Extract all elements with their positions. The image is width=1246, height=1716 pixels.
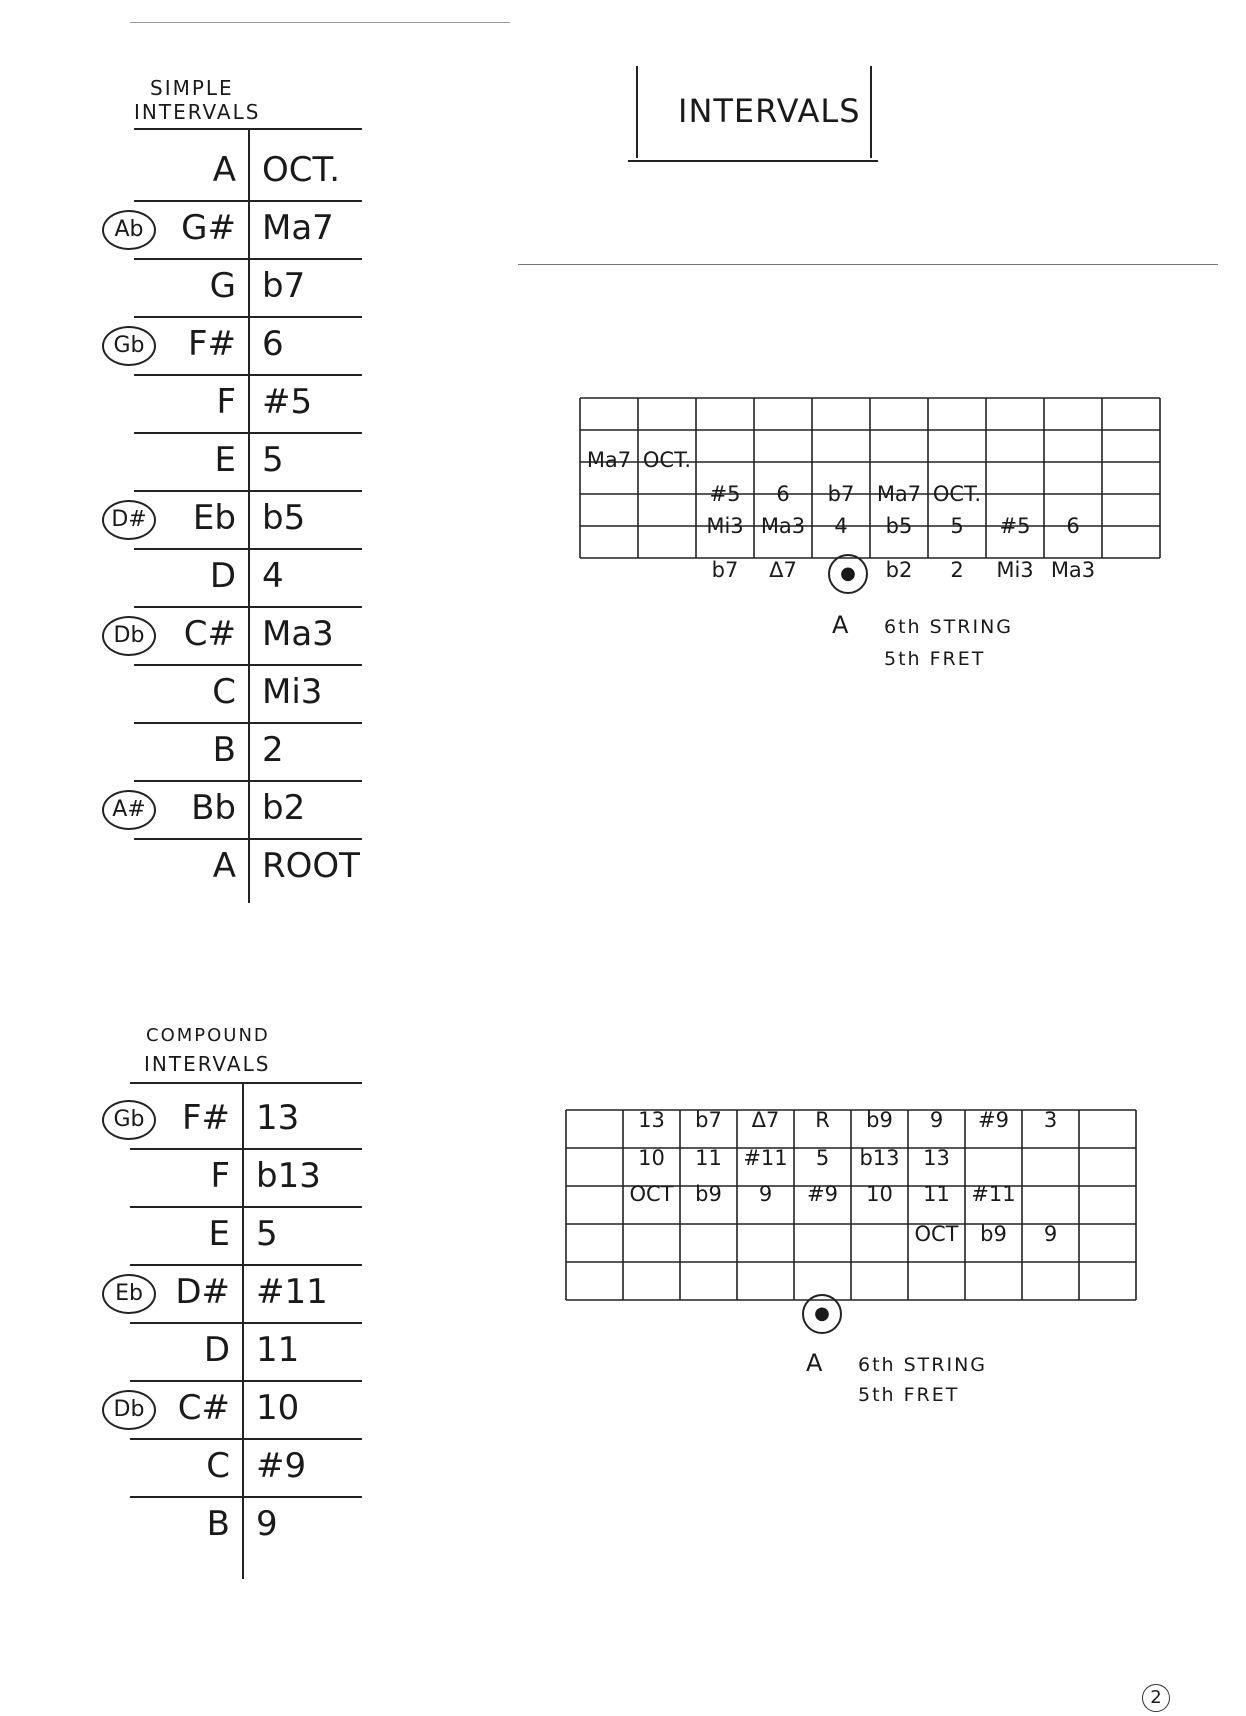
fretboard-1-fret-label: Mi3 bbox=[996, 558, 1034, 582]
compound-header-line1: COMPOUND bbox=[146, 1025, 270, 1046]
fretboard-1-fret-label: Mi3 bbox=[706, 514, 744, 538]
compound-note-name: C bbox=[206, 1446, 230, 1486]
fretboard-2-fret-label: b9 bbox=[980, 1222, 1007, 1246]
fretboard-2-fret-label: 10 bbox=[866, 1182, 893, 1206]
fretboard-2-fret-label: b13 bbox=[859, 1146, 900, 1170]
compound-note-name: E bbox=[208, 1214, 230, 1254]
simple-header-line1: SIMPLE bbox=[150, 76, 234, 100]
simple-interval-name: Mi3 bbox=[262, 672, 323, 712]
compound-row bbox=[100, 1440, 380, 1498]
fretboard-1-fret-label: 6 bbox=[776, 482, 790, 506]
compound-header-line2: INTERVALS bbox=[144, 1052, 271, 1076]
fretboard-2-fret-label: b9 bbox=[866, 1108, 893, 1132]
simple-enharmonic-label: Gb bbox=[102, 326, 156, 366]
title-box bbox=[636, 66, 872, 158]
simple-enharmonic-label: D# bbox=[102, 500, 156, 540]
simple-row bbox=[100, 782, 380, 840]
fretboard-1-root-label: A bbox=[832, 611, 851, 639]
fretboard-2-fret-label: 9 bbox=[758, 1182, 773, 1206]
simple-row bbox=[100, 376, 380, 434]
top-rule bbox=[130, 22, 510, 23]
fretboard-2-fret-label: b7 bbox=[695, 1108, 722, 1132]
compound-note-name: D# bbox=[175, 1272, 230, 1312]
fretboard-1-fret-label: Ma7 bbox=[586, 448, 632, 472]
simple-note-name: F bbox=[216, 382, 236, 422]
simple-row bbox=[100, 318, 380, 376]
fretboard-2-fret-label: 13 bbox=[638, 1108, 665, 1132]
simple-interval-name: 2 bbox=[262, 730, 284, 770]
fretboard-1-fret-label: 2 bbox=[950, 558, 964, 582]
simple-interval-name: 6 bbox=[262, 324, 284, 364]
compound-interval-name: #11 bbox=[256, 1272, 328, 1312]
section-rule bbox=[518, 264, 1218, 265]
simple-row bbox=[100, 202, 380, 260]
fretboard-1-fret-label: b5 bbox=[885, 514, 913, 538]
compound-row bbox=[100, 1150, 380, 1208]
compound-row bbox=[100, 1324, 380, 1382]
compound-interval-name: 9 bbox=[256, 1504, 278, 1544]
fretboard-1-fret-label: #5 bbox=[999, 514, 1031, 538]
compound-interval-name: 10 bbox=[256, 1388, 300, 1428]
compound-row bbox=[100, 1092, 380, 1150]
simple-row bbox=[100, 724, 380, 782]
simple-intervals-table bbox=[100, 70, 380, 910]
fretboard-2-caption-fret: 5th FRET bbox=[858, 1384, 960, 1406]
compound-row bbox=[100, 1382, 380, 1440]
fretboard-1-fret-label: 4 bbox=[834, 514, 848, 538]
fretboard-2-root-marker: ● bbox=[802, 1294, 842, 1334]
simple-note-name: A bbox=[212, 846, 236, 886]
fretboard-1-fret-label: b2 bbox=[885, 558, 913, 582]
fretboard-2-fret-label: 9 bbox=[1043, 1222, 1058, 1246]
compound-interval-name: b13 bbox=[256, 1156, 321, 1196]
simple-interval-name: 5 bbox=[262, 440, 284, 480]
compound-row bbox=[100, 1266, 380, 1324]
fretboard-2-fret-label: #9 bbox=[978, 1108, 1009, 1132]
simple-row bbox=[100, 434, 380, 492]
simple-interval-name: b5 bbox=[262, 498, 306, 538]
simple-note-name: G# bbox=[181, 208, 236, 248]
page-title: INTERVALS bbox=[678, 92, 861, 130]
compound-row bbox=[100, 1498, 380, 1556]
compound-interval-name: 13 bbox=[256, 1098, 300, 1138]
fretboard-1-fret-label: b7 bbox=[827, 482, 855, 506]
compound-interval-name: 5 bbox=[256, 1214, 278, 1254]
page-number: 2 bbox=[1142, 1684, 1170, 1712]
compound-row bbox=[100, 1208, 380, 1266]
fretboard-2-fret-label: b9 bbox=[695, 1182, 722, 1206]
fretboard-1-fret-label: b7 bbox=[711, 558, 739, 582]
compound-enharmonic-label: Gb bbox=[102, 1100, 156, 1140]
fretboard-2-root-label: A bbox=[806, 1349, 825, 1377]
simple-interval-name: b2 bbox=[262, 788, 306, 828]
fretboard-2-fret-label: Δ7 bbox=[751, 1108, 780, 1132]
fretboard-2-caption-string: 6th STRING bbox=[858, 1354, 988, 1376]
fretboard-diagram-2 bbox=[564, 1108, 1184, 1428]
fretboard-1-fret-label: Ma3 bbox=[1050, 558, 1096, 582]
simple-header-line2: INTERVALS bbox=[134, 100, 261, 124]
compound-note-name: C# bbox=[177, 1388, 230, 1428]
compound-enharmonic-label: Eb bbox=[102, 1274, 156, 1314]
simple-note-name: D bbox=[209, 556, 236, 596]
simple-interval-name: ROOT bbox=[262, 846, 360, 886]
simple-note-name: C bbox=[212, 672, 236, 712]
fretboard-2-fret-label: #9 bbox=[807, 1182, 838, 1206]
simple-interval-name: Ma7 bbox=[262, 208, 334, 248]
simple-note-name: E bbox=[214, 440, 236, 480]
fretboard-2-fret-label: 5 bbox=[815, 1146, 830, 1170]
simple-note-name: A bbox=[212, 150, 236, 190]
simple-note-name: Bb bbox=[191, 788, 236, 828]
fretboard-1-fret-label: Δ7 bbox=[769, 558, 797, 582]
simple-note-name: F# bbox=[187, 324, 236, 364]
title-underline bbox=[628, 160, 878, 162]
simple-note-name: G bbox=[209, 266, 236, 306]
simple-row bbox=[100, 608, 380, 666]
fretboard-2-fret-label: 11 bbox=[923, 1182, 950, 1206]
simple-interval-name: #5 bbox=[262, 382, 313, 422]
fretboard-1-fret-label: OCT. bbox=[932, 482, 982, 506]
simple-enharmonic-label: A# bbox=[102, 790, 156, 830]
fretboard-2-fret-label: OCT bbox=[914, 1222, 959, 1246]
fretboard-1-fret-label: Ma7 bbox=[876, 482, 922, 506]
simple-enharmonic-label: Ab bbox=[102, 210, 156, 250]
fretboard-2-fret-label: 9 bbox=[929, 1108, 944, 1132]
compound-enharmonic-label: Db bbox=[102, 1390, 156, 1430]
simple-interval-name: 4 bbox=[262, 556, 284, 596]
fretboard-1-caption-fret: 5th FRET bbox=[884, 648, 986, 670]
fretboard-2-fret-label: #11 bbox=[971, 1182, 1016, 1206]
simple-row bbox=[100, 666, 380, 724]
fretboard-1-fret-label: 5 bbox=[950, 514, 964, 538]
compound-header-rule bbox=[130, 1082, 362, 1084]
simple-enharmonic-label: Db bbox=[102, 616, 156, 656]
compound-interval-name: 11 bbox=[256, 1330, 300, 1370]
compound-note-name: D bbox=[203, 1330, 230, 1370]
fretboard-2-fret-label: OCT bbox=[629, 1182, 674, 1206]
fretboard-1-caption-string: 6th STRING bbox=[884, 616, 1014, 638]
fretboard-diagram-1 bbox=[578, 396, 1198, 696]
fretboard-1-fret-label: #5 bbox=[709, 482, 741, 506]
fretboard-2-fret-label: #11 bbox=[743, 1146, 788, 1170]
simple-row bbox=[100, 840, 380, 898]
fretboard-2-fret-label: 3 bbox=[1043, 1108, 1058, 1132]
simple-interval-name: OCT. bbox=[262, 150, 341, 190]
fretboard-1-root-marker: ● bbox=[828, 554, 868, 594]
simple-interval-name: Ma3 bbox=[262, 614, 334, 654]
simple-row bbox=[100, 144, 380, 202]
simple-note-name: C# bbox=[183, 614, 236, 654]
compound-note-name: B bbox=[206, 1504, 230, 1544]
compound-intervals-table bbox=[100, 1018, 380, 1563]
fretboard-2-fret-label: 11 bbox=[695, 1146, 722, 1170]
simple-row bbox=[100, 550, 380, 608]
fretboard-2-fret-label: 10 bbox=[638, 1146, 665, 1170]
fretboard-1-fret-label: 6 bbox=[1066, 514, 1080, 538]
simple-note-name: Eb bbox=[192, 498, 236, 538]
compound-note-name: F bbox=[210, 1156, 230, 1196]
simple-interval-name: b7 bbox=[262, 266, 306, 306]
compound-interval-name: #9 bbox=[256, 1446, 307, 1486]
simple-note-name: B bbox=[212, 730, 236, 770]
fretboard-2-fret-label: R bbox=[815, 1108, 830, 1132]
simple-row bbox=[100, 492, 380, 550]
simple-row bbox=[100, 260, 380, 318]
fretboard-1-fret-label: OCT. bbox=[642, 448, 692, 472]
compound-note-name: F# bbox=[181, 1098, 230, 1138]
fretboard-1-fret-label: Ma3 bbox=[760, 514, 806, 538]
fretboard-2-fret-label: 13 bbox=[923, 1146, 950, 1170]
